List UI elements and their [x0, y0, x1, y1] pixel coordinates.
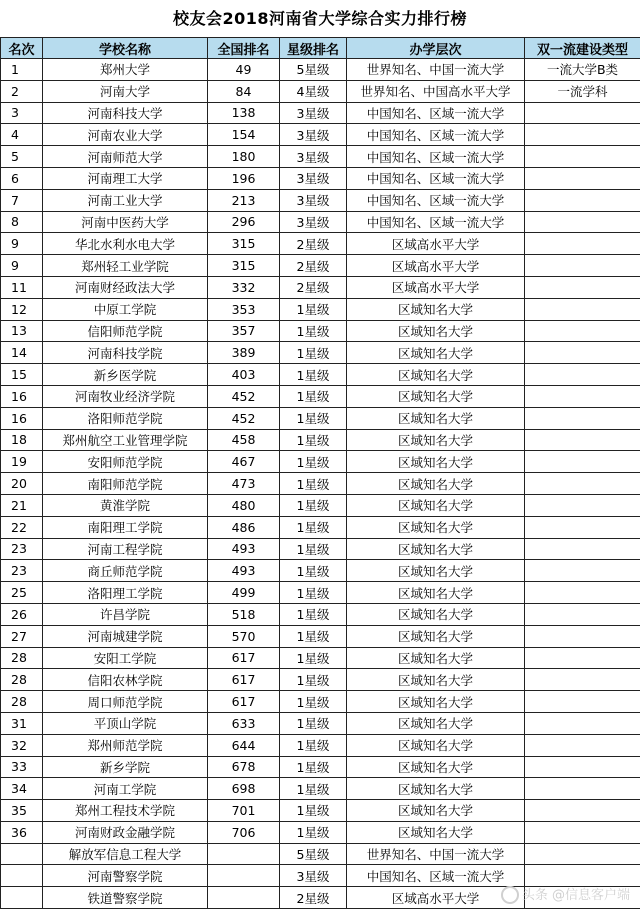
cell-rank: 21: [1, 494, 43, 516]
cell-national-rank: 644: [208, 734, 280, 756]
cell-school-name: 安阳工学院: [43, 647, 208, 669]
cell-rank: 33: [1, 756, 43, 778]
cell-school-name: 河南中医药大学: [43, 211, 208, 233]
cell-rank: 35: [1, 800, 43, 822]
cell-school-level: 区域高水平大学: [347, 255, 525, 277]
cell-school-name: 铁道警察学院: [43, 887, 208, 909]
cell-national-rank: 493: [208, 560, 280, 582]
cell-national-rank: 196: [208, 167, 280, 189]
cell-rank: 34: [1, 778, 43, 800]
cell-national-rank: 296: [208, 211, 280, 233]
cell-school-level: 区域知名大学: [347, 298, 525, 320]
cell-star-rank: 1星级: [280, 582, 347, 604]
cell-national-rank: 486: [208, 516, 280, 538]
cell-rank: 7: [1, 189, 43, 211]
table-row: [1, 167, 640, 189]
cell-school-level: 世界知名、中国高水平大学: [347, 80, 525, 102]
cell-rank: 14: [1, 342, 43, 364]
watermark-text: 头条 @信息客户端: [521, 887, 630, 903]
cell-rank: 16: [1, 385, 43, 407]
cell-rank: [1, 843, 43, 865]
cell-rank: 26: [1, 603, 43, 625]
table-row: [1, 865, 640, 887]
cell-national-rank: [208, 887, 280, 909]
cell-school-name: 新乡学院: [43, 756, 208, 778]
table-row: [1, 582, 640, 604]
cell-star-rank: 3星级: [280, 124, 347, 146]
cell-school-level: 区域知名大学: [347, 451, 525, 473]
cell-rank: 2: [1, 80, 43, 102]
page-title: 校友会2018河南省大学综合实力排行榜: [172, 9, 468, 28]
cell-rank: 15: [1, 364, 43, 386]
cell-rank: [1, 887, 43, 909]
table-row: [1, 189, 640, 211]
cell-double-first-class: [525, 560, 640, 582]
cell-double-first-class: [525, 342, 640, 364]
cell-school-name: 郑州大学: [43, 59, 208, 81]
cell-double-first-class: [525, 516, 640, 538]
table-row: [1, 451, 640, 473]
cell-star-rank: 1星级: [280, 691, 347, 713]
cell-school-name: 华北水利水电大学: [43, 233, 208, 255]
table-row: [1, 102, 640, 124]
cell-star-rank: 3星级: [280, 167, 347, 189]
cell-school-name: 信阳农林学院: [43, 669, 208, 691]
cell-school-name: 新乡医学院: [43, 364, 208, 386]
cell-school-name: 周口师范学院: [43, 691, 208, 713]
cell-school-level: 区域高水平大学: [347, 233, 525, 255]
cell-rank: 22: [1, 516, 43, 538]
cell-school-name: 河南师范大学: [43, 146, 208, 168]
header-school-level: 办学层次: [347, 38, 525, 59]
cell-double-first-class: [525, 429, 640, 451]
cell-double-first-class: [525, 255, 640, 277]
cell-double-first-class: [525, 233, 640, 255]
cell-double-first-class: [525, 800, 640, 822]
cell-double-first-class: [525, 669, 640, 691]
cell-double-first-class: [525, 647, 640, 669]
cell-rank: 28: [1, 647, 43, 669]
cell-rank: 20: [1, 473, 43, 495]
cell-rank: 12: [1, 298, 43, 320]
cell-national-rank: 518: [208, 603, 280, 625]
cell-double-first-class: [525, 843, 640, 865]
cell-school-level: 中国知名、区域一流大学: [347, 189, 525, 211]
cell-school-level: 区域知名大学: [347, 712, 525, 734]
cell-school-level: 区域知名大学: [347, 538, 525, 560]
table-row: [1, 603, 640, 625]
cell-rank: 8: [1, 211, 43, 233]
cell-school-level: 世界知名、中国一流大学: [347, 59, 525, 81]
cell-rank: 16: [1, 407, 43, 429]
cell-star-rank: 1星级: [280, 364, 347, 386]
cell-national-rank: 499: [208, 582, 280, 604]
cell-school-level: 区域知名大学: [347, 800, 525, 822]
cell-school-name: 平顶山学院: [43, 712, 208, 734]
cell-star-rank: 5星级: [280, 843, 347, 865]
cell-national-rank: 570: [208, 625, 280, 647]
cell-rank: 9: [1, 255, 43, 277]
cell-school-level: 中国知名、区域一流大学: [347, 167, 525, 189]
cell-national-rank: 332: [208, 276, 280, 298]
cell-double-first-class: 一流大学B类: [525, 59, 640, 81]
cell-national-rank: 213: [208, 189, 280, 211]
table-row: [1, 233, 640, 255]
cell-rank: 4: [1, 124, 43, 146]
table-row: [1, 712, 640, 734]
cell-school-level: 区域知名大学: [347, 407, 525, 429]
cell-school-level: 区域知名大学: [347, 582, 525, 604]
cell-star-rank: 1星级: [280, 603, 347, 625]
cell-double-first-class: [525, 582, 640, 604]
table-row: [1, 538, 640, 560]
table-row: [1, 342, 640, 364]
cell-rank: 28: [1, 669, 43, 691]
table-row: [1, 59, 640, 81]
cell-school-level: 中国知名、区域一流大学: [347, 865, 525, 887]
cell-national-rank: 467: [208, 451, 280, 473]
cell-national-rank: 458: [208, 429, 280, 451]
cell-national-rank: 154: [208, 124, 280, 146]
cell-star-rank: 1星级: [280, 451, 347, 473]
cell-school-level: 区域知名大学: [347, 494, 525, 516]
table-row: [1, 276, 640, 298]
cell-school-name: 郑州师范学院: [43, 734, 208, 756]
cell-star-rank: 1星级: [280, 516, 347, 538]
cell-star-rank: 3星级: [280, 189, 347, 211]
cell-star-rank: 1星级: [280, 494, 347, 516]
cell-rank: 13: [1, 320, 43, 342]
table-row: [1, 756, 640, 778]
cell-star-rank: 2星级: [280, 276, 347, 298]
cell-school-level: 区域知名大学: [347, 603, 525, 625]
table-row: [1, 211, 640, 233]
cell-double-first-class: [525, 364, 640, 386]
cell-school-name: 信阳师范学院: [43, 320, 208, 342]
cell-rank: 19: [1, 451, 43, 473]
table-row: [1, 80, 640, 102]
cell-rank: 6: [1, 167, 43, 189]
cell-national-rank: 84: [208, 80, 280, 102]
cell-school-name: 洛阳师范学院: [43, 407, 208, 429]
cell-national-rank: 138: [208, 102, 280, 124]
cell-school-name: 安阳师范学院: [43, 451, 208, 473]
table-row: [1, 669, 640, 691]
cell-star-rank: 1星级: [280, 756, 347, 778]
cell-school-level: 区域高水平大学: [347, 276, 525, 298]
cell-school-level: 区域知名大学: [347, 778, 525, 800]
cell-school-level: 区域知名大学: [347, 691, 525, 713]
table-row: [1, 734, 640, 756]
cell-double-first-class: [525, 712, 640, 734]
table-row: [1, 821, 640, 843]
cell-national-rank: 452: [208, 385, 280, 407]
table-row: [1, 320, 640, 342]
table-row: [1, 255, 640, 277]
cell-rank: 5: [1, 146, 43, 168]
cell-school-level: 中国知名、区域一流大学: [347, 146, 525, 168]
cell-national-rank: [208, 843, 280, 865]
cell-school-name: 河南财经政法大学: [43, 276, 208, 298]
cell-school-name: 河南科技学院: [43, 342, 208, 364]
cell-school-level: 区域知名大学: [347, 429, 525, 451]
table-row: [1, 887, 640, 909]
cell-national-rank: 452: [208, 407, 280, 429]
cell-star-rank: 1星级: [280, 800, 347, 822]
table-row: [1, 364, 640, 386]
table-header-row: [1, 38, 640, 59]
cell-rank: 28: [1, 691, 43, 713]
cell-school-name: 南阳师范学院: [43, 473, 208, 495]
cell-school-level: 区域知名大学: [347, 516, 525, 538]
table-row: [1, 516, 640, 538]
cell-national-rank: [208, 865, 280, 887]
cell-national-rank: 403: [208, 364, 280, 386]
cell-double-first-class: 一流学科: [525, 80, 640, 102]
cell-school-name: 河南工程学院: [43, 538, 208, 560]
cell-school-name: 河南警察学院: [43, 865, 208, 887]
table-row: [1, 429, 640, 451]
cell-school-name: 许昌学院: [43, 603, 208, 625]
cell-school-name: 河南工业大学: [43, 189, 208, 211]
cell-national-rank: 706: [208, 821, 280, 843]
cell-school-name: 商丘师范学院: [43, 560, 208, 582]
cell-school-level: 世界知名、中国一流大学: [347, 843, 525, 865]
cell-double-first-class: [525, 189, 640, 211]
cell-national-rank: 480: [208, 494, 280, 516]
cell-double-first-class: [525, 865, 640, 887]
cell-national-rank: 617: [208, 647, 280, 669]
cell-star-rank: 3星级: [280, 102, 347, 124]
cell-school-name: 郑州航空工业管理学院: [43, 429, 208, 451]
cell-star-rank: 1星级: [280, 560, 347, 582]
cell-national-rank: 180: [208, 146, 280, 168]
cell-star-rank: 1星级: [280, 669, 347, 691]
cell-rank: 9: [1, 233, 43, 255]
cell-school-name: 黄淮学院: [43, 494, 208, 516]
cell-school-name: 解放军信息工程大学: [43, 843, 208, 865]
cell-star-rank: 2星级: [280, 233, 347, 255]
cell-rank: 36: [1, 821, 43, 843]
cell-school-name: 河南工学院: [43, 778, 208, 800]
cell-double-first-class: [525, 102, 640, 124]
ranking-table: [0, 37, 640, 909]
table-row: [1, 691, 640, 713]
cell-school-name: 河南城建学院: [43, 625, 208, 647]
cell-star-rank: 1星级: [280, 473, 347, 495]
header-double-first-class: 双一流建设类型: [525, 38, 640, 59]
cell-school-level: 区域知名大学: [347, 320, 525, 342]
cell-star-rank: 3星级: [280, 211, 347, 233]
cell-school-level: 区域知名大学: [347, 669, 525, 691]
cell-star-rank: 1星级: [280, 821, 347, 843]
cell-star-rank: 1星级: [280, 712, 347, 734]
cell-double-first-class: [525, 298, 640, 320]
cell-national-rank: 617: [208, 669, 280, 691]
cell-school-name: 中原工学院: [43, 298, 208, 320]
cell-school-level: 区域知名大学: [347, 560, 525, 582]
header-school-name: 学校名称: [43, 38, 208, 59]
cell-national-rank: 493: [208, 538, 280, 560]
cell-school-name: 河南大学: [43, 80, 208, 102]
cell-school-level: 区域知名大学: [347, 342, 525, 364]
cell-school-level: 中国知名、区域一流大学: [347, 211, 525, 233]
cell-double-first-class: [525, 451, 640, 473]
table-body: [1, 59, 640, 909]
cell-rank: [1, 865, 43, 887]
cell-school-level: 区域知名大学: [347, 385, 525, 407]
cell-double-first-class: [525, 734, 640, 756]
cell-school-level: 区域知名大学: [347, 734, 525, 756]
cell-rank: 25: [1, 582, 43, 604]
cell-national-rank: 389: [208, 342, 280, 364]
table-row: [1, 407, 640, 429]
cell-school-level: 区域知名大学: [347, 647, 525, 669]
cell-star-rank: 3星级: [280, 865, 347, 887]
table-row: [1, 124, 640, 146]
cell-double-first-class: [525, 146, 640, 168]
cell-double-first-class: [525, 276, 640, 298]
cell-rank: 3: [1, 102, 43, 124]
cell-national-rank: 315: [208, 255, 280, 277]
cell-national-rank: 49: [208, 59, 280, 81]
cell-school-name: 河南理工大学: [43, 167, 208, 189]
cell-star-rank: 1星级: [280, 320, 347, 342]
cell-national-rank: 701: [208, 800, 280, 822]
cell-star-rank: 1星级: [280, 429, 347, 451]
table-row: [1, 298, 640, 320]
cell-star-rank: 4星级: [280, 80, 347, 102]
cell-school-level: 区域知名大学: [347, 625, 525, 647]
cell-double-first-class: [525, 320, 640, 342]
cell-star-rank: 2星级: [280, 887, 347, 909]
cell-double-first-class: [525, 124, 640, 146]
cell-rank: 11: [1, 276, 43, 298]
cell-star-rank: 1星级: [280, 647, 347, 669]
header-national-rank: 全国排名: [208, 38, 280, 59]
cell-star-rank: 1星级: [280, 538, 347, 560]
table-row: [1, 800, 640, 822]
cell-school-level: 区域知名大学: [347, 473, 525, 495]
cell-rank: 23: [1, 538, 43, 560]
cell-double-first-class: [525, 407, 640, 429]
cell-national-rank: 357: [208, 320, 280, 342]
cell-double-first-class: [525, 167, 640, 189]
cell-star-rank: 1星级: [280, 625, 347, 647]
cell-double-first-class: [525, 625, 640, 647]
cell-star-rank: 1星级: [280, 298, 347, 320]
cell-double-first-class: [525, 538, 640, 560]
cell-double-first-class: [525, 473, 640, 495]
cell-national-rank: 473: [208, 473, 280, 495]
cell-school-name: 河南科技大学: [43, 102, 208, 124]
cell-national-rank: 678: [208, 756, 280, 778]
cell-double-first-class: [525, 756, 640, 778]
table-row: [1, 647, 640, 669]
cell-national-rank: 315: [208, 233, 280, 255]
cell-star-rank: 3星级: [280, 146, 347, 168]
cell-school-level: 区域知名大学: [347, 364, 525, 386]
cell-school-level: 区域高水平大学: [347, 887, 525, 909]
header-star-rank: 星级排名: [280, 38, 347, 59]
cell-school-name: 河南财政金融学院: [43, 821, 208, 843]
cell-school-name: 洛阳理工学院: [43, 582, 208, 604]
cell-school-level: 中国知名、区域一流大学: [347, 124, 525, 146]
header-rank: 名次: [1, 38, 43, 59]
cell-national-rank: 633: [208, 712, 280, 734]
cell-star-rank: 1星级: [280, 407, 347, 429]
cell-national-rank: 698: [208, 778, 280, 800]
cell-rank: 23: [1, 560, 43, 582]
table-row: [1, 146, 640, 168]
cell-rank: 31: [1, 712, 43, 734]
cell-school-level: 区域知名大学: [347, 756, 525, 778]
cell-school-name: 南阳理工学院: [43, 516, 208, 538]
cell-rank: 18: [1, 429, 43, 451]
cell-star-rank: 1星级: [280, 778, 347, 800]
cell-double-first-class: [525, 821, 640, 843]
table-row: [1, 385, 640, 407]
cell-double-first-class: [525, 211, 640, 233]
cell-national-rank: 617: [208, 691, 280, 713]
cell-school-name: 郑州轻工业学院: [43, 255, 208, 277]
cell-school-name: 河南牧业经济学院: [43, 385, 208, 407]
cell-star-rank: 1星级: [280, 342, 347, 364]
cell-star-rank: 5星级: [280, 59, 347, 81]
cell-rank: 1: [1, 59, 43, 81]
table-row: [1, 843, 640, 865]
cell-school-level: 中国知名、区域一流大学: [347, 102, 525, 124]
cell-school-name: 河南农业大学: [43, 124, 208, 146]
cell-star-rank: 1星级: [280, 385, 347, 407]
cell-double-first-class: [525, 494, 640, 516]
cell-star-rank: 1星级: [280, 734, 347, 756]
cell-rank: 32: [1, 734, 43, 756]
cell-rank: 27: [1, 625, 43, 647]
table-row: [1, 473, 640, 495]
cell-double-first-class: [525, 887, 640, 909]
table-row: [1, 560, 640, 582]
cell-star-rank: 2星级: [280, 255, 347, 277]
cell-double-first-class: [525, 691, 640, 713]
cell-national-rank: 353: [208, 298, 280, 320]
table-row: [1, 494, 640, 516]
table-row: [1, 778, 640, 800]
cell-double-first-class: [525, 778, 640, 800]
cell-double-first-class: [525, 385, 640, 407]
cell-double-first-class: [525, 603, 640, 625]
cell-school-name: 郑州工程技术学院: [43, 800, 208, 822]
table-row: [1, 625, 640, 647]
cell-school-level: 区域知名大学: [347, 821, 525, 843]
